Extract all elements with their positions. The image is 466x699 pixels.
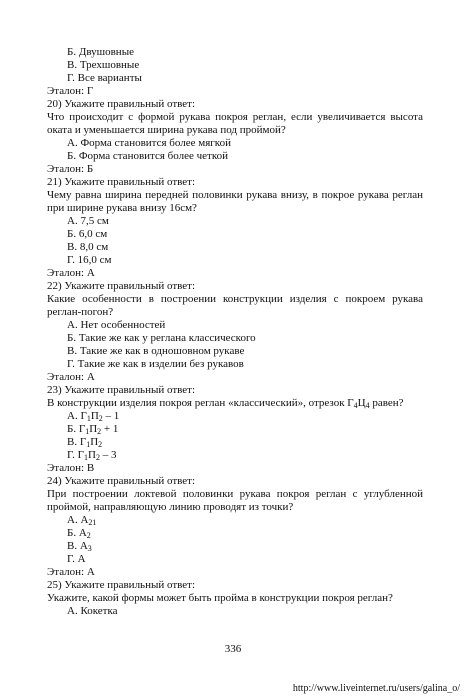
option: В. Такие же как в одношовном рукаве [67, 345, 245, 357]
option: А. 7,5 см [67, 215, 109, 227]
option-label: – 1 [102, 410, 120, 422]
source-url-watermark: http://www.liveinternet.ru/users/galina_o/ [292, 683, 460, 694]
option [47, 423, 423, 436]
subscript: 1 [86, 414, 91, 423]
option-label: – 3 [99, 449, 117, 461]
question-text: При построении локтевой половинки рукава покроя реглан с углубленной проймой, направляющую линию проводят из точки? [47, 488, 423, 513]
question-text: Что происходит с формой рукава покроя реглан, если увеличивается высота оката и уменьшается ширина рукава под проймой? [47, 111, 423, 136]
question-text-part: В конструкции изделия покроя реглан «классический», отрезок Г [47, 397, 354, 409]
option [47, 449, 423, 462]
question-text-part: равен? [369, 397, 404, 409]
subscript: 4 [365, 401, 370, 410]
option: В. 8,0 см [67, 241, 109, 253]
question-header: 23) Укажите правильный ответ: [47, 384, 196, 396]
option: А. Форма становится более мягкой [67, 137, 231, 149]
option-label: П [90, 436, 99, 448]
option-label: П [90, 410, 99, 422]
subscript: 1 [85, 427, 90, 436]
option: Г. Все варианты [67, 72, 142, 84]
answer-key: Эталон: А [47, 267, 95, 279]
option: А. Кокетка [67, 605, 118, 617]
subscript: 2 [98, 414, 103, 423]
option-label: + 1 [101, 423, 119, 435]
subscript: 3 [87, 544, 92, 553]
question-header: 24) Укажите правильный ответ: [47, 475, 196, 487]
option-label: В. Г [67, 436, 87, 448]
question-text: Укажите, какой формы может быть пройма в конструкции покроя реглан? [47, 592, 393, 604]
option: Б. Такие же как у реглана классического [67, 332, 256, 344]
subscript: 4 [353, 401, 358, 410]
answer-key: Эталон: Б [47, 163, 94, 175]
subscript: 2 [98, 440, 103, 449]
option [47, 553, 423, 566]
option: Б. Двушовные [67, 46, 134, 58]
subscript: 2 [97, 427, 102, 436]
question-header: 20) Укажите правильный ответ: [47, 98, 196, 110]
question-header: 21) Укажите правильный ответ: [47, 176, 196, 188]
document-body [47, 46, 423, 618]
subscript: 1 [83, 453, 88, 462]
option: В. Трехшовные [67, 59, 140, 71]
option-label: А. А [67, 514, 89, 526]
option-label: В. А [67, 540, 88, 552]
option-label: Б. А [67, 527, 87, 539]
question-text: Какие особенности в построении конструкции изделия с покроем рукава реглан-погон? [47, 293, 423, 318]
question-header: 22) Укажите правильный ответ: [47, 280, 196, 292]
answer-key: Эталон: А [47, 371, 95, 383]
option: Г. 16,0 см [67, 254, 112, 266]
option [47, 540, 423, 553]
question-text [47, 397, 423, 410]
option: Г. Такие же как в изделии без рукавов [67, 358, 244, 370]
option [47, 527, 423, 540]
option: Б. 6,0 см [67, 228, 108, 240]
question-header: 25) Укажите правильный ответ: [47, 579, 196, 591]
option-label: Г. Г [67, 449, 84, 461]
option-label: Г. А [67, 553, 86, 565]
option: Б. Форма становится более четкой [67, 150, 229, 162]
option [47, 410, 423, 423]
question-text: Чему равна ширина передней половинки рукава внизу, в покрое рукава реглан при ширине рукава внизу 16см? [47, 189, 423, 214]
subscript: 1 [86, 440, 91, 449]
answer-key: Эталон: Г [47, 85, 94, 97]
answer-key: Эталон: А [47, 566, 95, 578]
answer-key: Эталон: В [47, 462, 95, 474]
subscript: 2 [95, 453, 100, 462]
option [47, 514, 423, 527]
option: А. Нет особенностей [67, 319, 166, 331]
option-label: П [89, 423, 98, 435]
option [47, 436, 423, 449]
subscript: 2 [86, 531, 91, 540]
option-label: А. Г [67, 410, 87, 422]
page-number: 336 [224, 643, 242, 655]
question-text-part: Ц [357, 397, 366, 409]
option-label: П [87, 449, 96, 461]
subscript: 21 [88, 518, 97, 527]
option-label: Б. Г [67, 423, 86, 435]
